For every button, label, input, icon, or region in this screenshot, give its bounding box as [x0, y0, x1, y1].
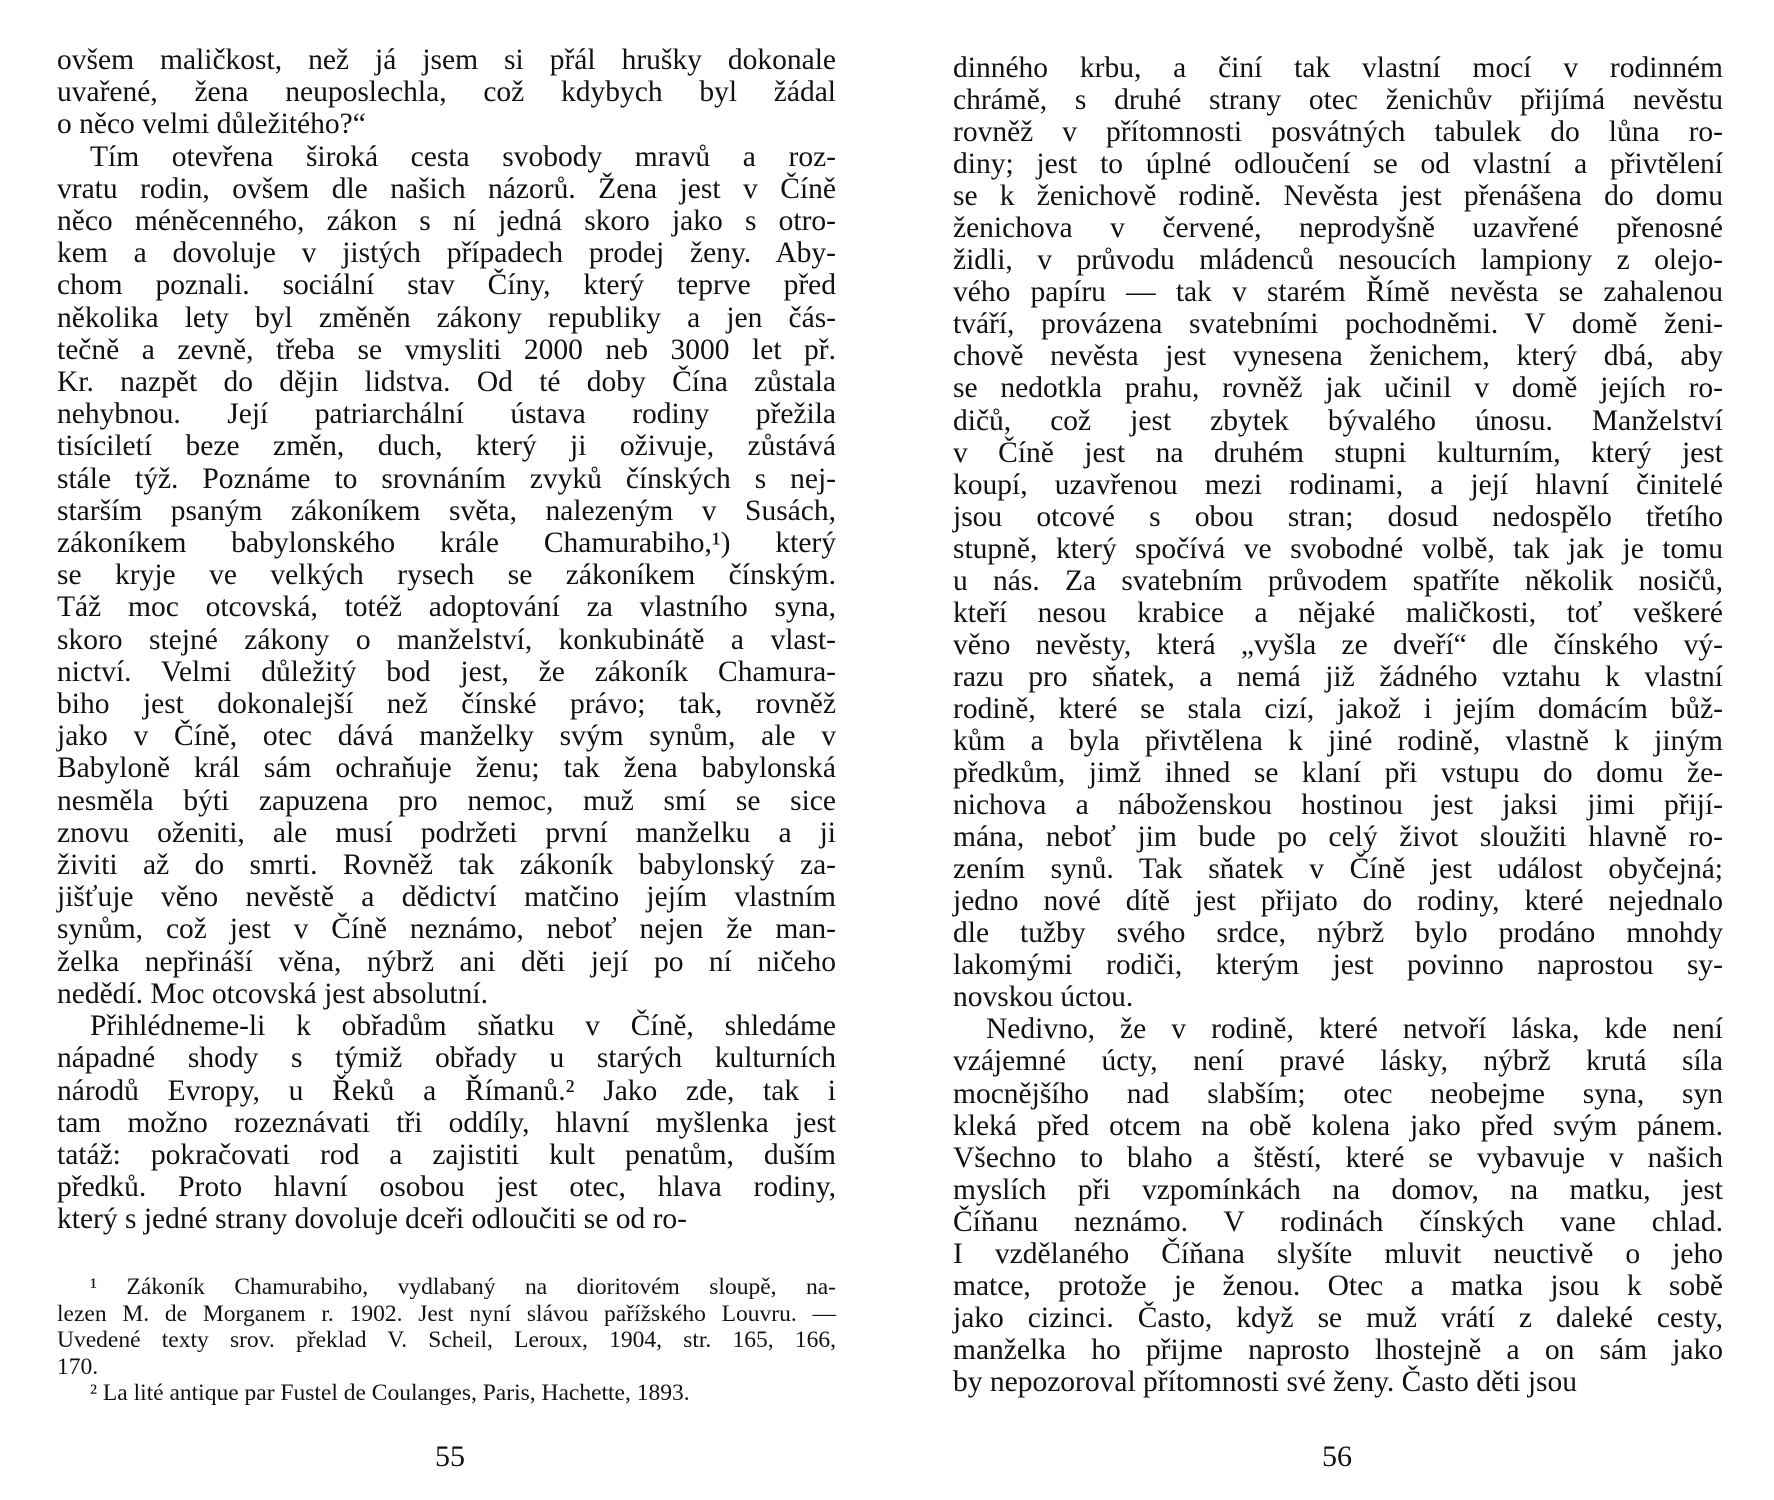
- text-line: jako cizinci. Často, když se muž vrátí z daleké cesty,: [953, 1301, 1723, 1334]
- footnote-line: Uvedené texty srov. překlad V. Scheil, Leroux, 1904, str. 165, 166,: [57, 1327, 836, 1353]
- text-line: kleká před otcem na obě kolena jako před svým pánem.: [953, 1109, 1723, 1142]
- text-line: kteří nesou krabice a nějaké maličkosti, toť veškeré: [953, 596, 1723, 629]
- text-line: Táž moc otcovská, totéž adoptování za vlastního syna,: [57, 591, 836, 624]
- text-line: znovu oženiti, ale musí podržeti první manželku a ji: [57, 816, 836, 849]
- text-line: biho jest dokonalejší než čínské právo; tak, rovněž: [57, 688, 836, 721]
- text-line: živiti až do smrti. Rovněž tak zákoník babylonský za-: [57, 849, 836, 882]
- text-line: Tím otevřena široká cesta svobody mravů a roz-: [90, 140, 836, 173]
- page-number-55: 55: [435, 1440, 465, 1473]
- text-line: rovněž v přítomnosti posvátných tabulek do lůna ro-: [953, 116, 1723, 149]
- footnote-line: ² La lité antique par Fustel de Coulanges, Paris, Hachette, 1893.: [90, 1380, 690, 1406]
- text-line: ženichova v červené, neprodyšně uzavřené přenosné: [953, 212, 1723, 245]
- text-line: tečně a zevně, třeba se vmysliti 2000 neb 3000 let př.: [57, 333, 836, 366]
- text-line: stále týž. Poznáme to srovnáním zvyků čínských s nej-: [57, 462, 836, 495]
- text-line: něco méněcenného, zákon s ní jedná skoro jako s otro-: [57, 205, 836, 238]
- text-line: tváří, provázena svatebními pochodněmi. V domě ženi-: [953, 308, 1723, 341]
- text-line: manželka ho přijme naprosto lhostejně a on sám jako: [953, 1333, 1723, 1366]
- text-line: ovšem maličkost, než já jsem si přál hrušky dokonale: [57, 44, 836, 76]
- text-line: matce, protože je ženou. Otec a matka jsou k sobě: [953, 1269, 1723, 1302]
- text-line: nedědí. Moc otcovská jest absolutní.: [57, 977, 488, 1010]
- text-line: uvařené, žena neuposlechla, což kdybych byl žádal: [57, 76, 836, 109]
- text-line: Číňanu neznámo. V rodinách čínských vane chlad.: [953, 1205, 1723, 1238]
- text-line: lakomými rodiči, kterým jest povinno naprostou sy-: [953, 949, 1723, 982]
- text-line: stupně, který spočívá ve svobodné volbě, tak jak je tomu: [953, 532, 1723, 565]
- text-line: by nepozoroval přítomnosti své ženy. Často děti jsou: [953, 1365, 1578, 1398]
- text-line: který s jedné strany dovoluje dceři odloučiti se od ro-: [57, 1203, 687, 1236]
- page-56-body-text: [953, 52, 1723, 1398]
- text-line: Přihlédneme-li k obřadům sňatku v Číně, shledáme: [90, 1010, 836, 1043]
- text-line: diny; jest to úplné odloučení se od vlastní a přivtělení: [953, 148, 1723, 181]
- text-line: chom poznali. sociální stav Číny, který teprve před: [57, 269, 836, 302]
- text-line: skoro stejné zákony o manželství, konkubinátě a vlast-: [57, 623, 836, 656]
- text-line: zením synů. Tak sňatek v Číně jest událost obyčejná;: [953, 853, 1723, 886]
- text-line: mána, neboť jim bude po celý život sloužiti hlavně ro-: [953, 821, 1723, 854]
- text-line: se kryje ve velkých rysech se zákoníkem čínským.: [57, 559, 836, 592]
- text-line: se nedotkla prahu, rovněž jak učinil v domě jejích ro-: [953, 372, 1723, 405]
- text-line: Všechno to blaho a štěstí, které se vybavuje v našich: [953, 1141, 1723, 1174]
- text-line: dičů, což jest zbytek bývalého únosu. Manželství: [953, 404, 1723, 437]
- page-55-body-text: [57, 44, 836, 1236]
- text-line: koupí, uzavřenou mezi rodinami, a její hlavní činitelé: [953, 468, 1723, 501]
- text-line: rodině, které se stala cizí, jakož i jejím domácím bůž-: [953, 692, 1723, 725]
- text-line: želka nepřináší věna, nýbrž ani děti její po ní ničeho: [57, 945, 836, 978]
- text-line: tatáž: pokračovati rod a zajistiti kult penatům, duším: [57, 1138, 836, 1171]
- text-line: vzájemné úcty, není pravé lásky, nýbrž krutá síla: [953, 1045, 1723, 1078]
- text-line: synům, což jest v Číně neznámo, neboť nejen že man-: [57, 913, 836, 946]
- text-line: nehybnou. Její patriarchální ústava rodiny přežila: [57, 398, 836, 431]
- text-line: jako v Číně, otec dává manželky svým synům, ale v: [57, 720, 836, 753]
- text-line: nápadné shody s týmiž obřady u starých kulturních: [57, 1042, 836, 1075]
- text-line: kem a dovoluje v jistých případech prodej ženy. Aby-: [57, 237, 836, 270]
- text-line: nictví. Velmi důležitý bod jest, že zákoník Chamura-: [57, 655, 836, 688]
- text-line: nesměla býti zapuzena pro nemoc, muž smí se sice: [57, 784, 836, 817]
- text-line: Nedivno, že v rodině, které netvoří láska, kde není: [986, 1013, 1723, 1046]
- text-line: starším psaným zákoníkem světa, nalezeným v Susách,: [57, 494, 836, 527]
- text-line: razu pro sňatek, a nemá již žádného vztahu k vlastní: [953, 660, 1723, 693]
- footnote-line: lezen M. de Morganem r. 1902. Jest nyní slávou pařížského Louvru. —: [57, 1300, 836, 1327]
- text-line: tisíciletí beze změn, duch, který ji oživuje, zůstává: [57, 430, 836, 463]
- text-line: chově nevěsta jest vynesena ženichem, který dbá, aby: [953, 340, 1723, 373]
- footnote-line: 170.: [57, 1353, 99, 1380]
- text-line: tam možno rozeznávati tři oddíly, hlavní myšlenka jest: [57, 1106, 836, 1139]
- text-line: myslích při vzpomínkách na domov, na matku, jest: [953, 1173, 1723, 1206]
- text-line: vého papíru — tak v starém Římě nevěsta se zahalenou: [953, 276, 1723, 309]
- text-line: jedno nové dítě jest přijato do rodiny, které nejednalo: [953, 885, 1723, 918]
- text-line: jsou otcové s obou stran; dosud nedospělo třetího: [953, 500, 1723, 533]
- text-line: dinného krbu, a činí tak vlastní mocí v rodinném: [953, 52, 1723, 84]
- text-line: kům a byla přivtělena k jiné rodině, vlastně k jiným: [953, 724, 1723, 757]
- text-line: židli, v průvodu mládenců nesoucích lampiony z olejo-: [953, 244, 1723, 277]
- text-line: novskou úctou.: [953, 981, 1134, 1014]
- text-line: zákoníkem babylonského krále Chamurabiho,¹) který: [57, 527, 836, 560]
- text-line: dle tužby svého srdce, nýbrž bylo prodáno mnohdy: [953, 917, 1723, 950]
- text-line: několika lety byl změněn zákony republiky a jen čás-: [57, 301, 836, 334]
- text-line: nichova a náboženskou hostinou jest jaksi jimi přijí-: [953, 789, 1723, 822]
- text-line: věno nevěsty, která „vyšla ze dveří“ dle čínského vý-: [953, 628, 1723, 661]
- text-line: v Číně jest na druhém stupni kulturním, který jest: [953, 436, 1723, 469]
- page-number-56: 56: [1322, 1440, 1352, 1473]
- text-line: chrámě, s druhé strany otec ženichův přijímá nevěstu: [953, 84, 1723, 117]
- text-line: I vzdělaného Číňana slyšíte mluvit neuctivě o jeho: [953, 1237, 1723, 1270]
- text-line: vratu rodin, ovšem dle našich názorů. Žena jest v Číně: [57, 172, 836, 205]
- page-55-footnotes: [57, 1274, 836, 1407]
- text-line: se k ženichově rodině. Nevěsta jest přenášena do domu: [953, 180, 1723, 213]
- text-line: Kr. nazpět do dějin lidstva. Od té doby Čína zůstala: [57, 366, 836, 399]
- text-line: jišťuje věno nevěstě a dědictví matčino jejím vlastním: [57, 881, 836, 914]
- footnote-line: ¹ Zákoník Chamurabiho, vydlabaný na dioritovém sloupě, na-: [90, 1274, 836, 1300]
- text-line: mocnějšího nad slabším; otec neobejme syna, syn: [953, 1077, 1723, 1110]
- text-line: o něco velmi důležitého?“: [57, 108, 366, 141]
- text-line: předkům, jimž ihned se klaní při vstupu do domu že-: [953, 757, 1723, 790]
- text-line: u nás. Za svatebním průvodem spatříte několik nosičů,: [953, 564, 1723, 597]
- text-line: národů Evropy, u Řeků a Římanů.² Jako zde, tak i: [57, 1074, 836, 1107]
- text-line: předků. Proto hlavní osobou jest otec, hlava rodiny,: [57, 1171, 836, 1204]
- text-line: Babyloně král sám ochraňuje ženu; tak žena babylonská: [57, 752, 836, 785]
